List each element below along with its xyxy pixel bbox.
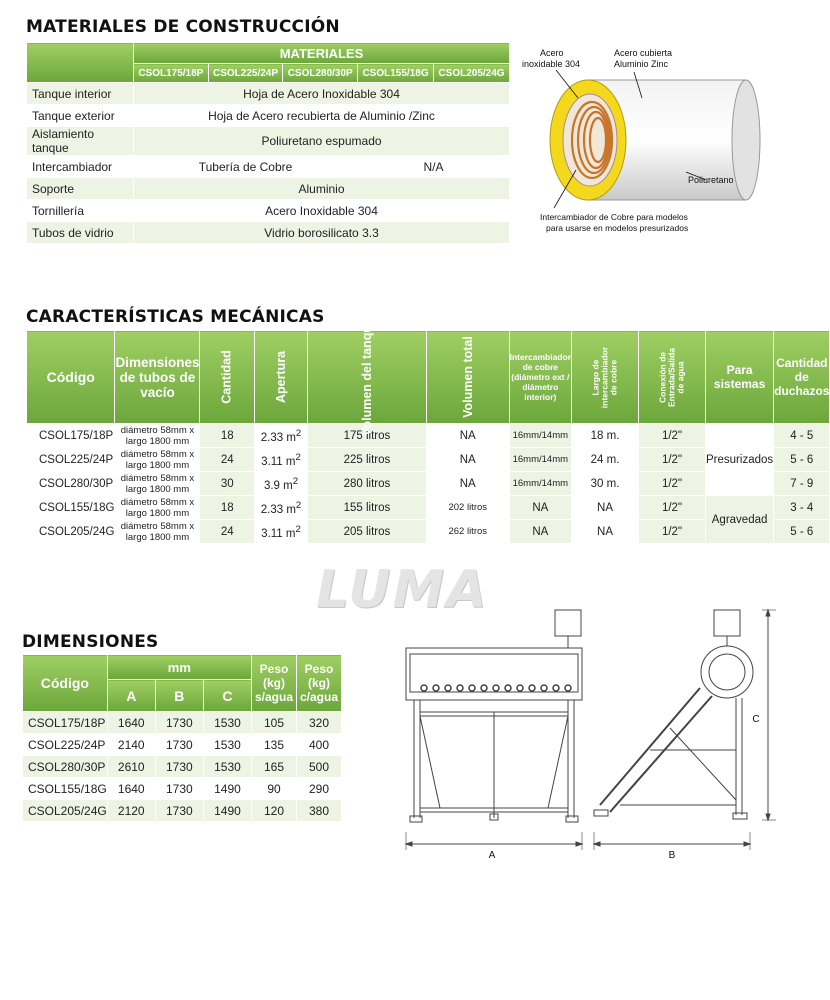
dimensions-table (22, 654, 342, 822)
cell-wet: 290 (297, 778, 342, 800)
cell-c: 1490 (203, 800, 251, 822)
material-value: Vidrio borosilicato 3.3 (134, 222, 510, 244)
cell-system-pressurized: Presurizados (706, 424, 774, 496)
dimension-label-a: A (488, 850, 496, 861)
material-label: Soporte (27, 178, 134, 200)
tank-diagram (516, 40, 786, 250)
cell-qty: 18 (200, 496, 254, 520)
cell-code: CSOL155/18G (23, 778, 108, 800)
table-row (23, 712, 342, 734)
cell-dry: 105 (252, 712, 297, 734)
cell-exch: 16mm/14mm (509, 448, 571, 472)
col-b: B (155, 680, 203, 712)
cell-total: NA (426, 424, 509, 448)
cell-dims: diámetro 58mm x largo 1800 mm (115, 448, 200, 472)
cell-aperture: 3.11 $m^2$ (254, 520, 307, 544)
materials-header: MATERIALES (134, 43, 510, 64)
cell-total: NA (426, 472, 509, 496)
table-row (23, 734, 342, 756)
col-mm: mm (107, 655, 251, 680)
table-row (23, 778, 342, 800)
cell-wet: 380 (297, 800, 342, 822)
col-connection: Conexión de Entrada/Salida de agua (639, 331, 706, 424)
col-exch-len: Largo de intercambiador de cobre (572, 331, 639, 424)
table-row (23, 800, 342, 822)
cell-system-gravity: Agravedad (706, 496, 774, 544)
cell-c: 1530 (203, 734, 251, 756)
tank-insulation-label: Poliuretano (688, 175, 734, 185)
cell-dry: 120 (252, 800, 297, 822)
side-view-drawing (590, 600, 780, 860)
material-label: Intercambiador (27, 156, 134, 178)
cell-total: 262 litros (426, 520, 509, 544)
model-header: CSOL225/24P (208, 64, 283, 83)
cell-exch: NA (509, 496, 571, 520)
model-header: CSOL155/18G (358, 64, 434, 83)
cell-tank: 280 litros (308, 472, 427, 496)
material-value: Hoja de Acero recubierta de Aluminio /Zinc (134, 105, 510, 127)
cell-len: 24 m. (572, 448, 639, 472)
cell-len: 30 m. (572, 472, 639, 496)
material-value-gravity: N/A (358, 156, 510, 178)
cell-dims: diámetro 58mm x largo 1800 mm (115, 496, 200, 520)
cell-exch: 16mm/14mm (509, 424, 571, 448)
cell-dry: 165 (252, 756, 297, 778)
col-exchanger: Intercambiador de cobre (diámetro ext / diámetro interior) (509, 331, 571, 424)
col-weight-wet: Peso (kg) c/agua (297, 655, 342, 712)
cell-code: CSOL280/30P (27, 472, 115, 496)
cell-aperture: 3.9 $m^2$ (254, 472, 307, 496)
material-label: Tanque exterior (27, 105, 134, 127)
mechanical-title: CARACTERÍSTICAS MECÁNICAS (26, 307, 325, 327)
cell-b: 1730 (155, 734, 203, 756)
cell-qty: 18 (200, 424, 254, 448)
model-header: CSOL205/24G (434, 64, 510, 83)
material-label: Aislamiento tanque (27, 127, 134, 156)
cell-a: 1640 (107, 712, 155, 734)
dimension-label-c: C (752, 714, 760, 725)
cell-dims: diámetro 58mm x largo 1800 mm (115, 520, 200, 544)
cell-dry: 135 (252, 734, 297, 756)
cell-showers: 5 - 6 (774, 520, 830, 544)
cell-aperture: 2.33 $m^2$ (254, 424, 307, 448)
cell-a: 2610 (107, 756, 155, 778)
materials-table (26, 42, 510, 244)
col-c: C (203, 680, 251, 712)
materials-title: MATERIALES DE CONSTRUCCIÓN (26, 17, 340, 37)
cell-len: NA (572, 496, 639, 520)
cell-showers: 5 - 6 (774, 448, 830, 472)
cell-wet: 400 (297, 734, 342, 756)
cell-code: CSOL205/24G (27, 520, 115, 544)
table-row (27, 424, 830, 448)
cell-code: CSOL205/24G (23, 800, 108, 822)
front-view-drawing (400, 600, 590, 860)
material-value: Hoja de Acero Inoxidable 304 (134, 83, 510, 105)
cell-qty: 24 (200, 448, 254, 472)
col-aperture: Apertura (254, 331, 307, 424)
cell-code: CSOL155/18G (27, 496, 115, 520)
cell-code: CSOL225/24P (27, 448, 115, 472)
cell-dry: 90 (252, 778, 297, 800)
col-total-vol: Volumen total (426, 331, 509, 424)
material-label: Tubos de vidrio (27, 222, 134, 244)
col-code: Código (23, 655, 108, 712)
cell-exch: 16mm/14mm (509, 472, 571, 496)
col-tank-vol: Volumen del tanque (308, 331, 427, 424)
cell-exch: NA (509, 520, 571, 544)
mechanical-table (26, 318, 830, 544)
cell-showers: 7 - 9 (774, 472, 830, 496)
material-value: Poliuretano espumado (134, 127, 510, 156)
cell-code: CSOL225/24P (23, 734, 108, 756)
cell-aperture: 2.33 $m^2$ (254, 496, 307, 520)
cell-b: 1730 (155, 800, 203, 822)
cell-b: 1730 (155, 778, 203, 800)
cell-aperture: 3.11 $m^2$ (254, 448, 307, 472)
material-label: Tornillería (27, 200, 134, 222)
model-header: CSOL175/18P (134, 64, 209, 83)
cell-dims: diámetro 58mm x largo 1800 mm (115, 472, 200, 496)
cell-tank: 225 litros (308, 448, 427, 472)
tank-inner-label: Acero inoxidable 304 (522, 48, 581, 69)
tank-exchanger-label: Intercambiador de Cobre para modelos para usarse en modelos presurizados (540, 212, 689, 233)
table-row (23, 756, 342, 778)
cell-wet: 320 (297, 712, 342, 734)
cell-tank: 175 litros (308, 424, 427, 448)
col-systems: Para sistemas (706, 331, 774, 424)
cell-dims: diámetro 58mm x largo 1800 mm (115, 424, 200, 448)
cell-conn: 1/2" (639, 472, 706, 496)
materials-corner (27, 43, 134, 83)
col-code: Código (27, 331, 115, 424)
cell-tank: 155 litros (308, 496, 427, 520)
cell-showers: 3 - 4 (774, 496, 830, 520)
cell-tank: 205 litros (308, 520, 427, 544)
cell-total: NA (426, 448, 509, 472)
cell-code: CSOL280/30P (23, 756, 108, 778)
cell-len: NA (572, 520, 639, 544)
model-header: CSOL280/30P (283, 64, 358, 83)
material-label: Tanque interior (27, 83, 134, 105)
cell-conn: 1/2" (639, 424, 706, 448)
cell-len: 18 m. (572, 424, 639, 448)
dimension-label-b: B (668, 850, 676, 861)
col-qty: Cantidad (200, 331, 254, 424)
cell-total: 202 litros (426, 496, 509, 520)
cell-c: 1490 (203, 778, 251, 800)
cell-b: 1730 (155, 712, 203, 734)
col-weight-dry: Peso (kg) s/agua (252, 655, 297, 712)
cell-wet: 500 (297, 756, 342, 778)
cell-a: 1640 (107, 778, 155, 800)
cell-conn: 1/2" (639, 448, 706, 472)
cell-a: 2120 (107, 800, 155, 822)
cell-code: CSOL175/18P (27, 424, 115, 448)
col-a: A (107, 680, 155, 712)
table-row (27, 496, 830, 520)
col-showers: Cantidad de duchazos (774, 331, 830, 424)
material-value: Tubería de Cobre (134, 156, 358, 178)
col-dims: Dimensiones de tubos de vacío (115, 331, 200, 424)
cell-code: CSOL175/18P (23, 712, 108, 734)
tank-end-cap (732, 80, 760, 200)
cell-c: 1530 (203, 756, 251, 778)
cell-conn: 1/2" (639, 496, 706, 520)
material-value: Aluminio (134, 178, 510, 200)
cell-showers: 4 - 5 (774, 424, 830, 448)
dimensions-title: DIMENSIONES (22, 632, 159, 652)
material-value: Acero Inoxidable 304 (134, 200, 510, 222)
cell-conn: 1/2" (639, 520, 706, 544)
tank-outer-label: Acero cubierta Aluminio Zinc (614, 48, 673, 69)
cell-c: 1530 (203, 712, 251, 734)
cell-qty: 30 (200, 472, 254, 496)
cell-b: 1730 (155, 756, 203, 778)
cell-a: 2140 (107, 734, 155, 756)
luma-watermark: LUMA (316, 560, 489, 620)
cell-qty: 24 (200, 520, 254, 544)
